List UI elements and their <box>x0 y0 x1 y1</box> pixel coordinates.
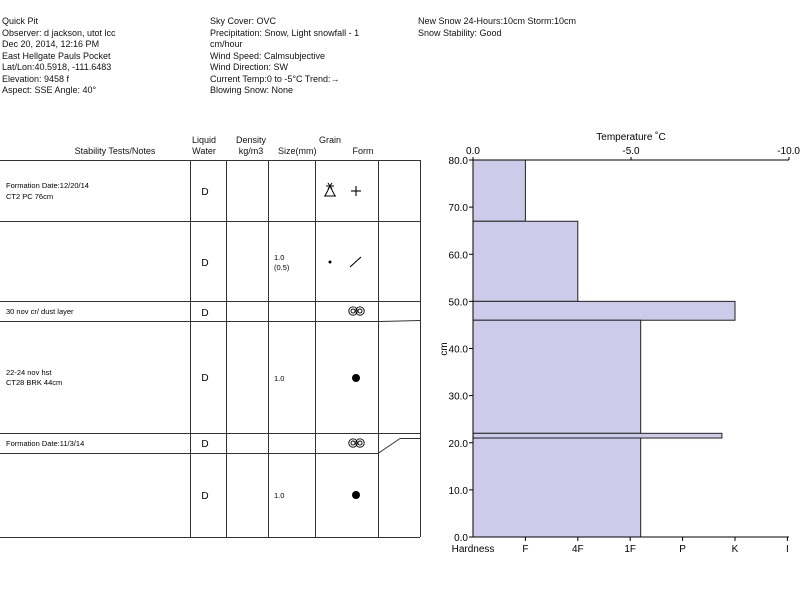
layer-note: 22-24 nov hst <box>6 368 52 377</box>
weather-info-line: Current Temp:0 to -5°C Trend:→ <box>210 73 340 84</box>
hardness-tick-label: 4F <box>571 544 584 555</box>
liquid-water-value: D <box>201 187 209 198</box>
liquid-header-line: Liquid <box>191 135 217 145</box>
hardness-tick-label: P <box>679 544 686 555</box>
pit-info-line: Observer: d jackson, utot lcc <box>2 27 116 38</box>
snow-info-line: Snow Stability: Good <box>418 27 502 38</box>
weather-info-line: Wind Direction: SW <box>210 62 289 72</box>
liquid-header-line: Water <box>192 146 216 156</box>
snow-info-line: New Snow 24-Hours:10cm Storm:10cm <box>418 16 577 26</box>
weather-info-line: cm/hour <box>210 39 243 49</box>
hardness-bar <box>473 301 735 320</box>
y-tick-label: 50.0 <box>448 297 468 309</box>
layer-note: CT2 PC 76cm <box>6 192 54 201</box>
pit-info-line: Lat/Lon:40.5918, -111.6483 <box>2 62 112 72</box>
y-tick-label: 60.0 <box>448 250 468 262</box>
hardness-bar <box>473 433 722 438</box>
grain-size-value: 1.0 <box>274 491 285 500</box>
hardness-bar <box>473 221 578 301</box>
stability-header: Stability Tests/Notes <box>74 146 156 156</box>
liquid-water-value: D <box>201 308 209 319</box>
y-tick-label: 80.0 <box>448 156 468 167</box>
hardness-tick-label: I <box>786 544 789 555</box>
y-tick-label: 40.0 <box>448 344 468 356</box>
layer-note: 30 nov cr/ dust layer <box>6 307 74 316</box>
pit-info-line: Elevation: 9458 f <box>2 73 70 84</box>
grain-size-value: 1.0 <box>274 374 285 383</box>
density-header-line: Density <box>235 135 266 145</box>
liquid-water-value: D <box>201 373 209 384</box>
pit-info-line: Aspect: SSE Angle: 40° <box>2 85 97 95</box>
hardness-tick-label: 1F <box>624 544 637 555</box>
hardness-bar <box>473 160 525 221</box>
hardness-axis-label: Hardness <box>451 544 495 555</box>
weather-info-line: Blowing Snow: None <box>210 85 294 95</box>
layer-note: Formation Date:12/20/14 <box>6 181 89 190</box>
pit-info-line: Quick Pit <box>2 16 39 26</box>
y-tick-label: 30.0 <box>448 391 468 403</box>
temperature-tick-label: 0.0 <box>466 146 480 157</box>
y-tick-label: 20.0 <box>448 438 468 450</box>
liquid-water-value: D <box>201 491 209 502</box>
grain-header-line: Grain <box>318 135 341 145</box>
liquid-water-value: D <box>201 439 209 450</box>
weather-info-line: Sky Cover: OVC <box>210 16 277 26</box>
weather-info-line: Precipitation: Snow, Light snowfall - 1 <box>210 27 360 38</box>
grain-size-value: 1.0 <box>274 253 285 262</box>
y-axis-label: cm <box>439 342 450 356</box>
liquid-water-value: D <box>201 258 209 269</box>
temperature-tick-label: -5.0 <box>622 146 640 157</box>
grain-size-value: (0.5) <box>274 263 290 272</box>
hardness-tick-label: F <box>522 544 529 555</box>
grain-header-line: Size(mm) <box>278 146 317 156</box>
form-header: Form <box>352 146 374 156</box>
pit-info-line: Dec 20, 2014, 12:16 PM <box>2 39 100 49</box>
pit-info-line: East Hellgate Pauls Pocket <box>2 50 111 61</box>
layer-note: Formation Date:11/3/14 <box>6 439 85 448</box>
y-tick-label: 70.0 <box>448 203 468 215</box>
weather-info-line: Wind Speed: Calmsubjective <box>210 50 326 61</box>
temperature-tick-label: -10.0 <box>777 146 800 157</box>
y-tick-label: 0.0 <box>454 533 468 544</box>
hardness-tick-label: K <box>731 544 739 555</box>
y-tick-label: 10.0 <box>448 485 468 497</box>
chart-title: Temperature ˚C <box>596 132 666 143</box>
hardness-bar <box>473 320 641 433</box>
density-header-line: kg/m3 <box>238 146 264 156</box>
layer-note: CT28 BRK 44cm <box>6 378 63 387</box>
hardness-bar <box>473 438 641 537</box>
